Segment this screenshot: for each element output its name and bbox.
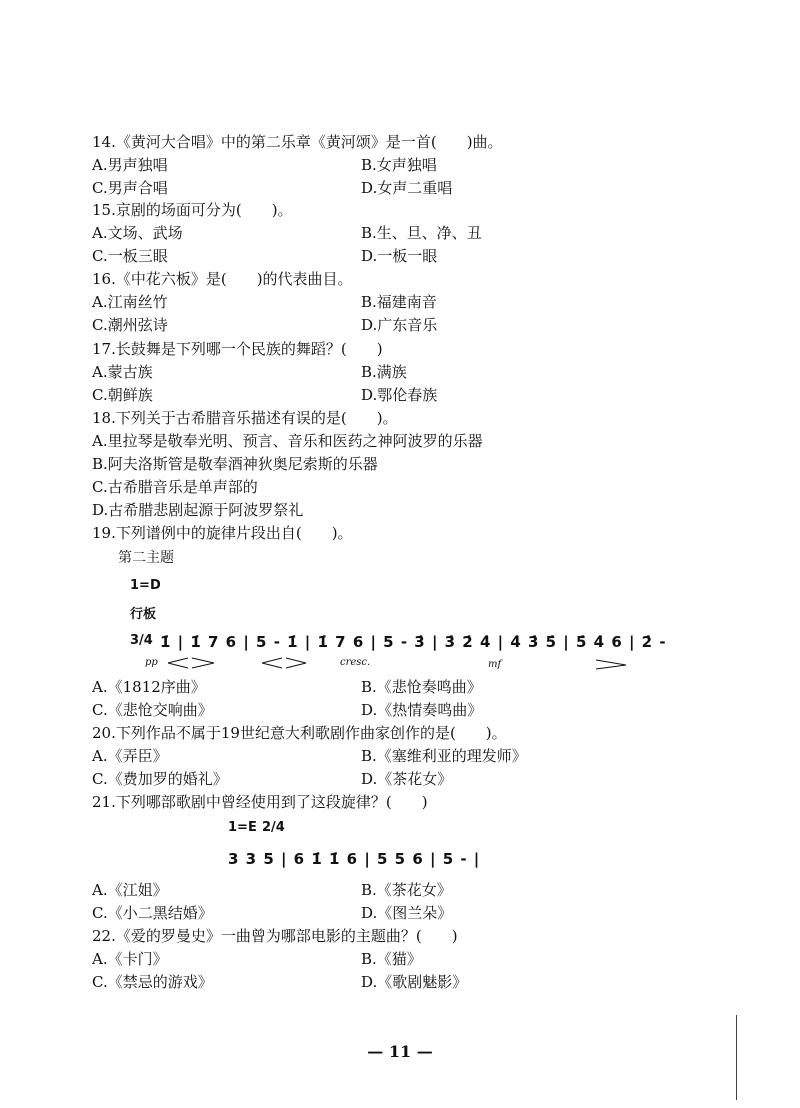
score-21-time-signature: 2/4 (262, 820, 285, 835)
question-14-stem: 14.《黄河大合唱》中的第二乐章《黄河颂》是一首( )曲。 (92, 133, 503, 151)
question-21-stem: 21.下列哪部歌剧中曾经使用到了这段旋律？( ) (92, 793, 428, 811)
question-20-stem: 20.下列作品不属于19世纪意大利歌剧作曲家创作的是( )。 (92, 724, 507, 742)
question-19-option-b: B.《悲怆奏鸣曲》 (361, 678, 482, 696)
question-16-option-b: B.福建南音 (361, 293, 437, 311)
hairpin-marks (160, 656, 630, 670)
score-tempo: 行板 (130, 607, 157, 622)
question-22-option-a: A.《卡门》 (92, 950, 168, 968)
question-18-option-d: D.古希腊悲剧起源于阿波罗祭礼 (92, 501, 304, 519)
question-21-option-d: D.《图兰朵》 (361, 904, 453, 922)
question-21-option-b: B.《茶花女》 (361, 881, 452, 899)
question-16-option-c: C.潮州弦诗 (92, 316, 168, 334)
question-17-stem: 17.长鼓舞是下列哪一个民族的舞蹈？( ) (92, 340, 383, 358)
question-14-option-b: B.女声独唱 (361, 156, 437, 174)
scan-edge-mark (736, 1015, 737, 1100)
score-key: 1=D (130, 578, 161, 593)
question-17-option-b: B.满族 (361, 363, 407, 381)
score-time-signature: 3/4 (130, 633, 153, 648)
question-20-option-b: B.《塞维利亚的理发师》 (361, 747, 527, 765)
question-14-option-d: D.女声二重唱 (361, 179, 453, 197)
question-18-option-b: B.阿夫洛斯管是敬奉酒神狄奥尼索斯的乐器 (92, 455, 378, 473)
question-21-option-a: A.《江姐》 (92, 881, 168, 899)
question-16-stem: 16.《中花六板》是( )的代表曲目。 (92, 270, 353, 288)
question-15-option-d: D.一板一眼 (361, 247, 438, 265)
question-19-option-a: A.《1812序曲》 (92, 678, 206, 696)
dynamic-pp: pp (145, 657, 158, 668)
question-14-option-a: A.男声独唱 (92, 156, 168, 174)
question-19-option-c: C.《悲怆交响曲》 (92, 701, 213, 719)
question-15-option-c: C.一板三眼 (92, 247, 168, 265)
question-18-option-a: A.里拉琴是敬奉光明、预言、音乐和医药之神阿波罗的乐器 (92, 432, 483, 450)
page-number: — 11 — (367, 1042, 433, 1061)
question-17-option-a: A.蒙古族 (92, 363, 153, 381)
question-15-option-b: B.生、旦、净、丑 (361, 224, 482, 242)
question-19-stem: 19.下列谱例中的旋律片段出自( )。 (92, 524, 353, 542)
question-21-option-c: C.《小二黑结婚》 (92, 904, 213, 922)
question-15-stem: 15.京剧的场面可分为( )。 (92, 201, 293, 219)
score-melody: 1̇ | 1̇ 7 6 | 5 - 1̇ | 1̇ 7 6 | 5 - 3̇ | 3̇ 2̇ 4̇ | 4̇ 3̇ 5̇ | 5̇ 4̇ 6 | 2̇ - (160, 633, 667, 651)
question-14-option-c: C.男声合唱 (92, 179, 168, 197)
question-16-option-d: D.广东音乐 (361, 316, 438, 334)
question-22-option-c: C.《禁忌的游戏》 (92, 973, 213, 991)
score-21-key: 1=E (228, 820, 257, 835)
question-17-option-c: C.朝鲜族 (92, 386, 153, 404)
question-17-option-d: D.鄂伦春族 (361, 386, 438, 404)
question-16-option-a: A.江南丝竹 (92, 293, 168, 311)
question-18-stem: 18.下列关于古希腊音乐描述有误的是( )。 (92, 409, 398, 427)
dynamic-mf: mf (488, 659, 502, 670)
score-21-melody: 3 3 5 | 6 1̇ 1̇ 6 | 5 5 6 | 5 - | (228, 850, 481, 868)
question-20-option-d: D.《茶花女》 (361, 770, 453, 788)
dynamic-cresc: cresc. (340, 657, 371, 668)
score-title: 第二主题 (118, 550, 174, 566)
question-18-option-c: C.古希腊音乐是单声部的 (92, 478, 258, 496)
question-22-option-b: B.《猫》 (361, 950, 422, 968)
question-15-option-a: A.文场、武场 (92, 224, 183, 242)
question-20-option-a: A.《弄臣》 (92, 747, 168, 765)
question-22-option-d: D.《歌剧魅影》 (361, 973, 468, 991)
question-19-option-d: D.《热情奏鸣曲》 (361, 701, 483, 719)
question-22-stem: 22.《爱的罗曼史》一曲曾为哪部电影的主题曲？( ) (92, 927, 458, 945)
question-20-option-c: C.《费加罗的婚礼》 (92, 770, 228, 788)
